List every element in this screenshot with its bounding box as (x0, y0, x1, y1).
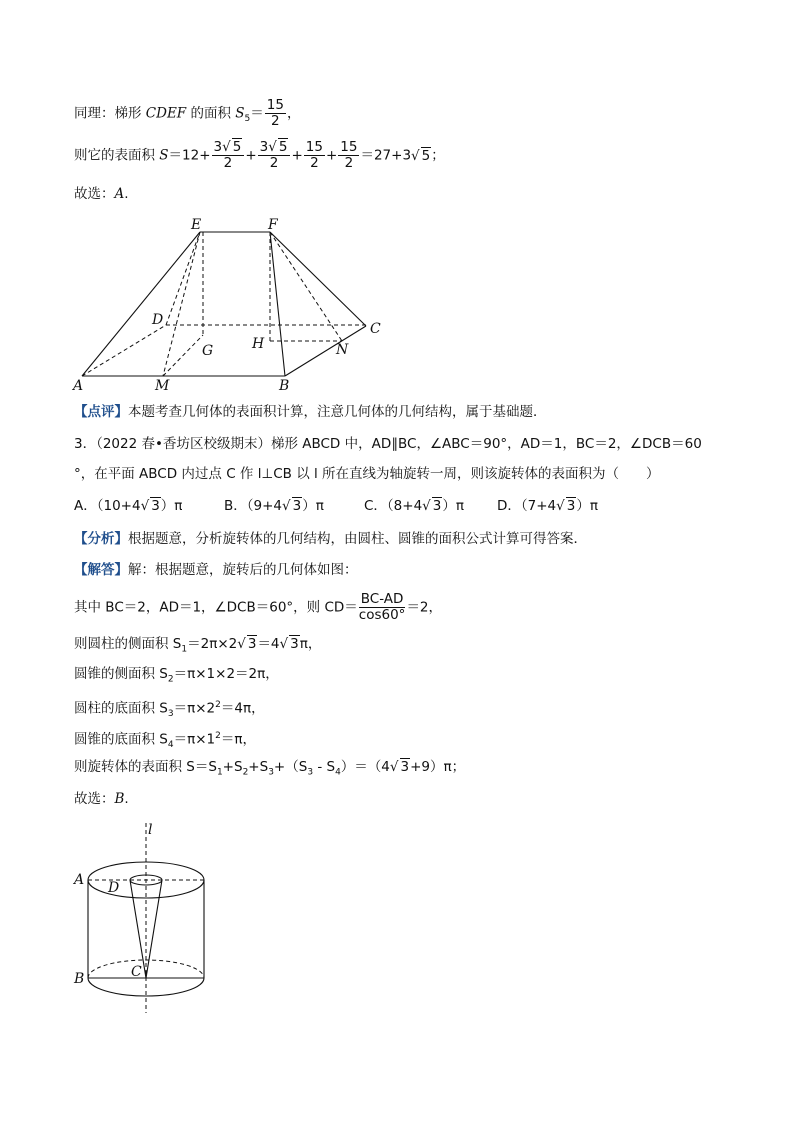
numerator: 3√ 5 (212, 140, 245, 156)
answer-letter: B (114, 791, 125, 807)
text: ， (286, 105, 301, 122)
label-d: D (108, 880, 120, 896)
denominator: 2 (223, 155, 233, 171)
fraction (265, 98, 286, 129)
label-n: N (336, 342, 349, 358)
text-line-surface-area: 则它的表面积 S＝12+ $\frac{3√ 5}{2}$ + $\frac{3√ 5}{2}$ + $\frac{15}{2}$ + $\frac{15}{2}$ ＝27+3√ 5； (74, 140, 445, 171)
solution-step-s1: 则圆柱的侧面积 $S_1=2\pi\times 2√$ 3＝4√ 3π， (74, 635, 321, 659)
label-c: C (131, 964, 142, 980)
option-d: D．（7+4√ 3）π (497, 497, 598, 515)
solution-step-s2: 圆锥的侧面积 $S_2=\pi\times 1\times 2=2\pi$， (74, 666, 279, 685)
fraction (212, 140, 245, 171)
var-s: S (159, 147, 169, 164)
text: 故选： (74, 791, 115, 807)
text: 故选： (74, 186, 115, 202)
trapezoid-name: CDEF (145, 105, 187, 122)
question-3-line-2 (74, 465, 660, 483)
label-g: G (202, 343, 214, 359)
solution-step-total: 则旋转体的表面积 $S=S_1+S_2+S_3+(S_3 - S_4)=(4√$ 3+9）π； (74, 758, 465, 782)
text: 的面积 (186, 105, 236, 122)
numerator: 15 (305, 139, 323, 155)
label-l: l (148, 822, 153, 838)
text-line-area-cdef (74, 98, 300, 129)
label-c: C (370, 321, 381, 337)
label-b: B (279, 378, 290, 394)
denominator: 2 (269, 155, 279, 171)
label-a: A (74, 872, 85, 888)
figure-rotation-solid (70, 818, 230, 1018)
option-c: C．（8+4√ 3）π (364, 497, 464, 515)
solution-step-s4: 圆锥的底面积 $S_4=\pi\times 1^2=\pi$， (74, 731, 257, 751)
label-a: A (73, 378, 84, 394)
answer-line-a: 故选：A. (74, 186, 129, 202)
text: 同理：梯形 (74, 105, 146, 122)
denominator: 2 (344, 155, 354, 171)
fraction (359, 592, 406, 623)
analysis-line (74, 530, 587, 548)
analysis-text: 根据题意，分析旋转体的几何结构，由圆柱、圆锥的面积公式计算可得答案． (128, 531, 587, 547)
option-b: B．（9+4√ 3）π (224, 497, 324, 515)
analysis-tag: 【分析】 (74, 531, 128, 547)
numerator: 3√ 5 (258, 140, 291, 156)
solution-step-cd: 其中 BC＝2，AD＝1，∠DCB＝60°，则 CD＝ $\frac{BC-AD}{\cos 60^\circ}$ ＝2， (74, 591, 443, 623)
label-m: M (155, 378, 170, 394)
denominator: 2 (310, 155, 319, 171)
solution-text: 解：根据题意，旋转后的几何体如图： (128, 562, 358, 578)
label-e: E (191, 217, 202, 233)
label-h: H (252, 336, 265, 352)
fraction (338, 140, 359, 171)
figure-polyhedron (70, 210, 400, 395)
option-a: A．（10+4√ 3）π (74, 497, 182, 515)
var-s: S (235, 105, 245, 122)
solution-step-s3: 圆柱的底面积 $S_3=\pi\times 2^2=4\pi$， (74, 700, 265, 720)
label-d: D (152, 312, 164, 328)
question-3-line-1 (74, 435, 702, 453)
label-b: B (74, 971, 85, 987)
comment-text: 本题考查几何体的表面积计算，注意几何体的几何结构，属于基础题． (128, 404, 547, 420)
numerator: 15 (340, 139, 358, 155)
text: ＝12+ (168, 147, 211, 164)
fraction (304, 140, 325, 171)
denominator: cos60° (358, 607, 406, 623)
question-text: °，在平面 ABCD 内过点 C 作 l⊥CB 以 l 所在直线为轴旋转一周，则该旋转体的表面积为（ ） (74, 466, 660, 482)
answer-letter: A (114, 186, 125, 202)
comment-tag: 【点评】 (74, 404, 128, 420)
question-text: 3．（2022 春•香坊区校级期末）梯形 ABCD 中，AD∥BC，∠ABC＝90°，AD＝1，BC＝2，∠DCB＝60 (74, 436, 702, 452)
answer-line-b: 故选：B. (74, 791, 129, 807)
fraction (258, 140, 291, 171)
text: 则它的表面积 (74, 147, 160, 164)
text: ＝ (250, 105, 264, 122)
solution-line (74, 561, 358, 579)
numerator: BC-AD (360, 591, 404, 607)
label-f: F (268, 217, 278, 233)
numerator: 15 (266, 97, 284, 113)
solution-tag: 【解答】 (74, 562, 128, 578)
denominator: 2 (271, 113, 280, 129)
comment-line (74, 403, 547, 421)
subscript: 5 (244, 114, 251, 125)
